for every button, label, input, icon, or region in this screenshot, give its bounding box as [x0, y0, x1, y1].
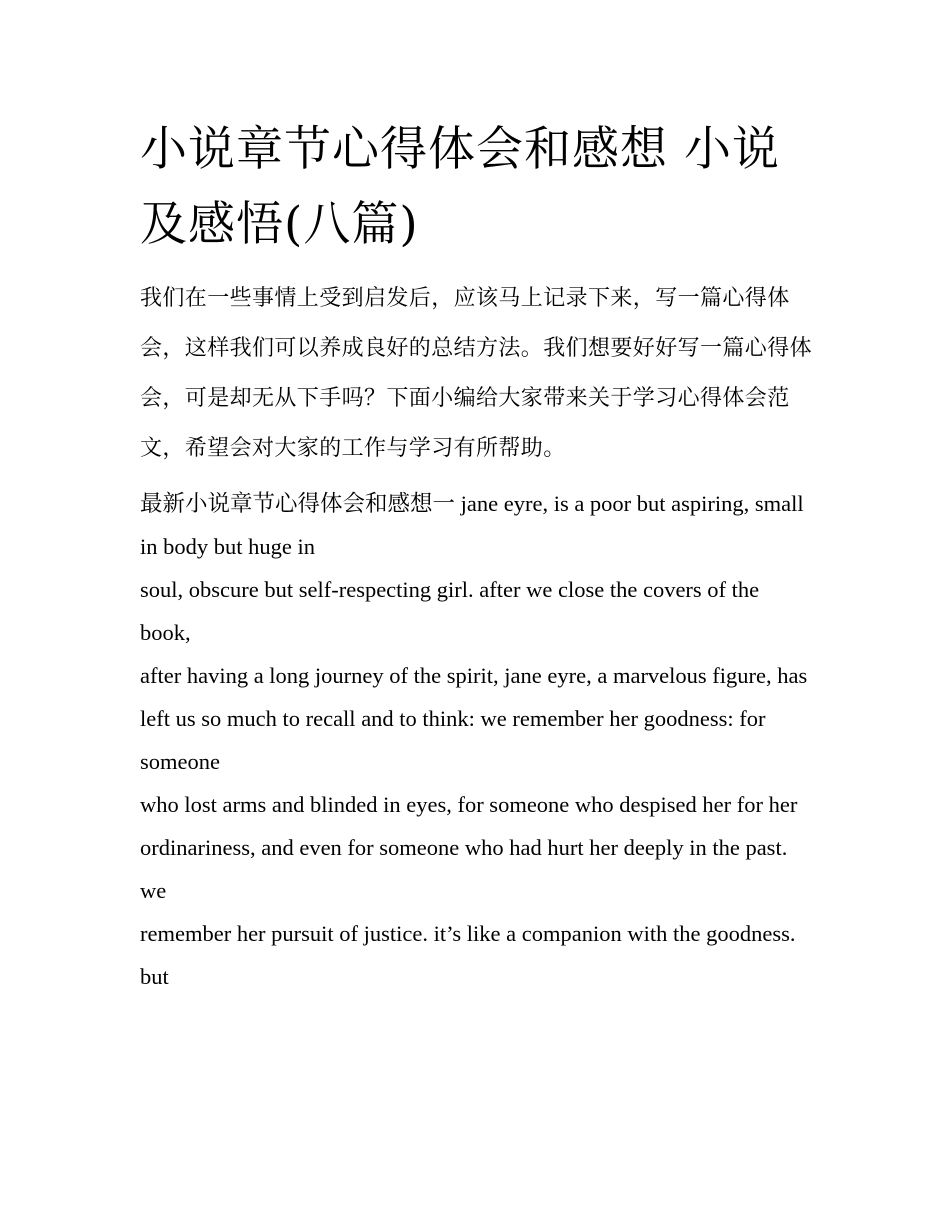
- body-text: [140, 482, 812, 998]
- document-title: 小说章节心得体会和感想 小说及感悟(八篇): [140, 122, 780, 252]
- body-line: ordinariness, and even for someone who had hurt her deeply in the past. we: [140, 835, 788, 903]
- body-line: soul, obscure but self-respecting girl. after we close the covers of the book,: [140, 577, 760, 645]
- body-line: 最新小说章节心得体会和感想一 jane eyre, is a poor but aspiring, small in body but huge in: [140, 491, 804, 559]
- body-line: who lost arms and blinded in eyes, for someone who despised her for her: [140, 792, 798, 817]
- document-page: [140, 112, 812, 998]
- body-line: left us so much to recall and to think: we remember her goodness: for someone: [140, 706, 766, 774]
- body-line: remember her pursuit of justice. it’s like a companion with the goodness. but: [140, 921, 796, 989]
- intro-paragraph: 我们在一些事情上受到启发后，应该马上记录下来，写一篇心得体会，这样我们可以养成良好的总结方法。我们想要好好写一篇心得体会，可是却无从下手吗？下面小编给大家带来关于学习心得体会范文，希望会对大家的工作与学习有所帮助。: [140, 286, 813, 461]
- body-line: after having a long journey of the spirit, jane eyre, a marvelous figure, has: [140, 663, 808, 688]
